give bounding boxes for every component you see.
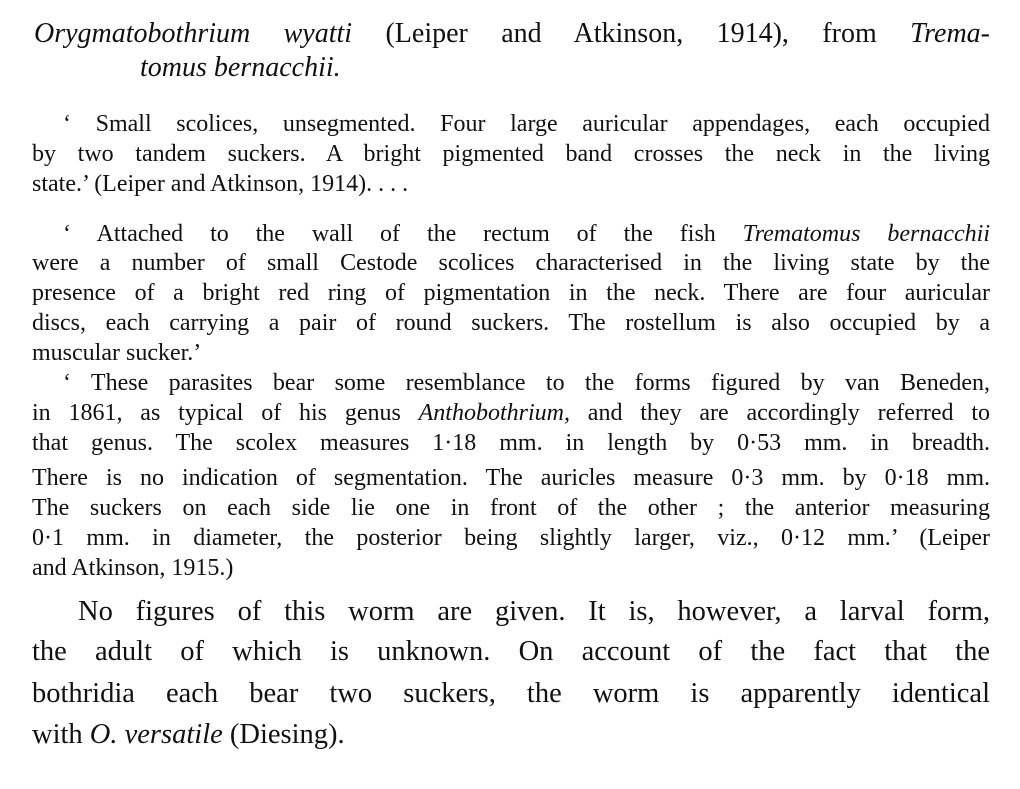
text: that genus. The scolex measures 1·18 mm. in length by 0·53 mm. in breadth. (32, 430, 990, 456)
quote3-line (63, 370, 990, 397)
text: ‘ These parasites bear some resemblance to the forms figured by van Beneden, (63, 370, 990, 396)
text: No figures of this worm are given. It is, however, a larval form, (78, 596, 990, 627)
heading-line (140, 52, 341, 84)
quote2-line (32, 280, 990, 307)
body-line (78, 596, 990, 628)
quote1-line (63, 111, 990, 138)
text: (Leiper and Atkinson, 1914), from (352, 18, 911, 49)
text: (Diesing). (222, 719, 345, 750)
italic-text: Trema- (910, 18, 990, 49)
quote2-line (32, 340, 201, 367)
quote3-line (32, 430, 990, 457)
text: There is no indication of segmentation. The auricles measure 0·3 mm. by 0·18 mm. (32, 465, 990, 491)
quote2-line (63, 221, 990, 248)
italic-text: tomus bernacchii. (140, 52, 341, 83)
heading-line (34, 18, 990, 50)
text: by two tandem suckers. A bright pigmented band crosses the neck in the living (32, 141, 990, 167)
quote1-line (32, 171, 408, 198)
text: in 1861, as typical of his genus (32, 400, 419, 426)
body-line (32, 636, 990, 668)
text: 0·1 mm. in diameter, the posterior being slightly larger, viz., 0·12 mm.’ (Leiper (32, 525, 990, 551)
quote2-line (32, 250, 990, 277)
text: presence of a bright red ring of pigmentation in the neck. There are four auricular (32, 280, 990, 306)
text: The suckers on each side lie one in front of the other ; the anterior measuring (32, 495, 990, 521)
italic-text: Orygmatobothrium wyatti (34, 18, 353, 49)
quote1-line (32, 141, 990, 168)
text: bothridia each bear two suckers, the worm is apparently identical (32, 678, 990, 709)
text: with (32, 719, 90, 750)
body-line (32, 719, 345, 751)
text: ‘ Attached to the wall of the rectum of the fish (63, 221, 743, 247)
text: were a number of small Cestode scolices characterised in the living state by the (32, 250, 990, 276)
quote2-line (32, 310, 990, 337)
quote3-line (32, 525, 990, 552)
text: discs, each carrying a pair of round suckers. The rostellum is also occupied by a (32, 310, 990, 336)
italic-text: Trematomus bernacchii (742, 221, 990, 247)
quote3-line (32, 400, 990, 427)
text: state.’ (Leiper and Atkinson, 1914). . . . (32, 171, 409, 197)
text: and Atkinson, 1915.) (32, 555, 234, 581)
body-line (32, 678, 990, 710)
quote3-line (32, 495, 990, 522)
text: muscular sucker.’ (32, 340, 202, 366)
italic-text: Anthobothrium, (418, 400, 570, 426)
text: the adult of which is unknown. On account of the fact that the (32, 636, 990, 667)
quote3-line (32, 555, 233, 582)
text: ‘ Small scolices, unsegmented. Four large auricular appendages, each occupied (63, 111, 990, 137)
italic-text: O. versatile (89, 719, 223, 750)
text: and they are accordingly referred to (569, 400, 990, 426)
quote3-line (32, 465, 990, 492)
